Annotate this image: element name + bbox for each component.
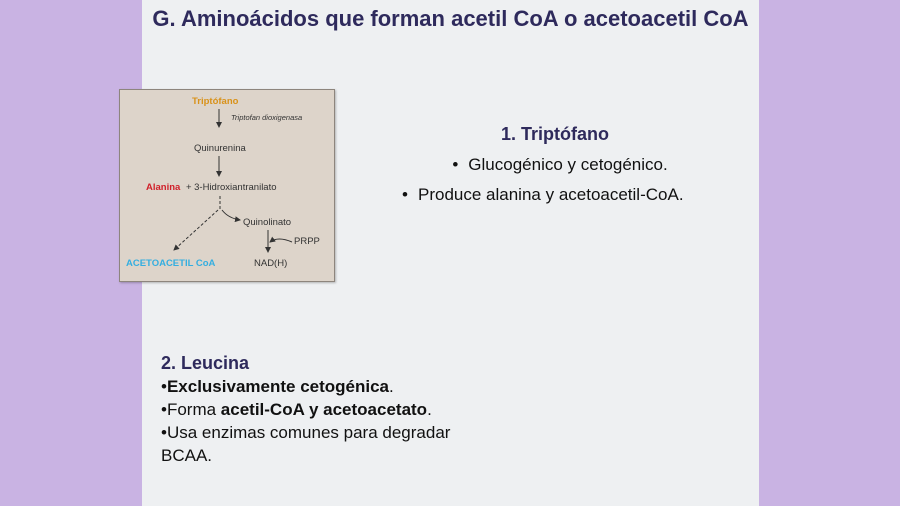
bullet-dot: • <box>402 185 408 204</box>
node-quinurenina: Quinurenina <box>194 143 246 154</box>
section1-bullet-2 <box>392 185 730 205</box>
line1-end: . <box>389 377 394 396</box>
node-nadh: NAD(H) <box>254 258 288 269</box>
line1-bold: Exclusivamente cetogénica <box>166 377 389 396</box>
section2-heading: 2. Leucina <box>161 353 250 373</box>
tryptophan-pathway-figure <box>119 89 335 282</box>
section2-line-1: •Exclusivamente cetogénica. <box>161 377 394 396</box>
arrow-to-quinolinato <box>222 210 240 220</box>
section2-line-3: •Usa enzimas comunes para degradar BCAA. <box>161 423 451 465</box>
node-triptofano: Triptófano <box>192 96 239 107</box>
section1-bullet-1 <box>380 155 730 175</box>
label-enzyme: Triptofan dioxigenasa <box>231 113 303 122</box>
line2-end: . <box>427 400 432 419</box>
line3-text: Usa enzimas comunes para degradar BCAA. <box>161 423 451 465</box>
section2-line-2: •Forma acetil-CoA y acetoacetato. <box>161 400 432 419</box>
bullet-dot: • <box>452 155 459 174</box>
bullet-text: Glucogénico y cetogénico. <box>468 155 668 174</box>
pathway-diagram <box>120 90 334 281</box>
node-alanina: Alanina <box>146 182 181 193</box>
line2-bold: acetil-CoA y acetoacetato <box>220 400 428 419</box>
section-triptofano <box>380 124 730 205</box>
slide-title: G. Aminoácidos que forman acetil CoA o acetoacetil CoA <box>152 6 749 31</box>
arrow-to-acetoacetil <box>174 210 218 250</box>
node-acetoacetil-coa: ACETOACETIL CoA <box>126 258 216 269</box>
section1-heading: 1. Triptófano <box>501 124 609 144</box>
node-alanina-hidroxiantranilato <box>146 182 277 193</box>
line2-start: Forma <box>166 400 221 419</box>
section-leucina <box>161 352 501 467</box>
bullet-text: Produce alanina y acetoacetil-CoA. <box>418 185 684 204</box>
node-hidroxiantranilato: + 3-Hidroxiantranilato <box>185 182 277 193</box>
arrow-prpp <box>270 239 292 242</box>
node-quinolinato: Quinolinato <box>243 217 292 228</box>
node-prpp: PRPP <box>294 236 320 247</box>
